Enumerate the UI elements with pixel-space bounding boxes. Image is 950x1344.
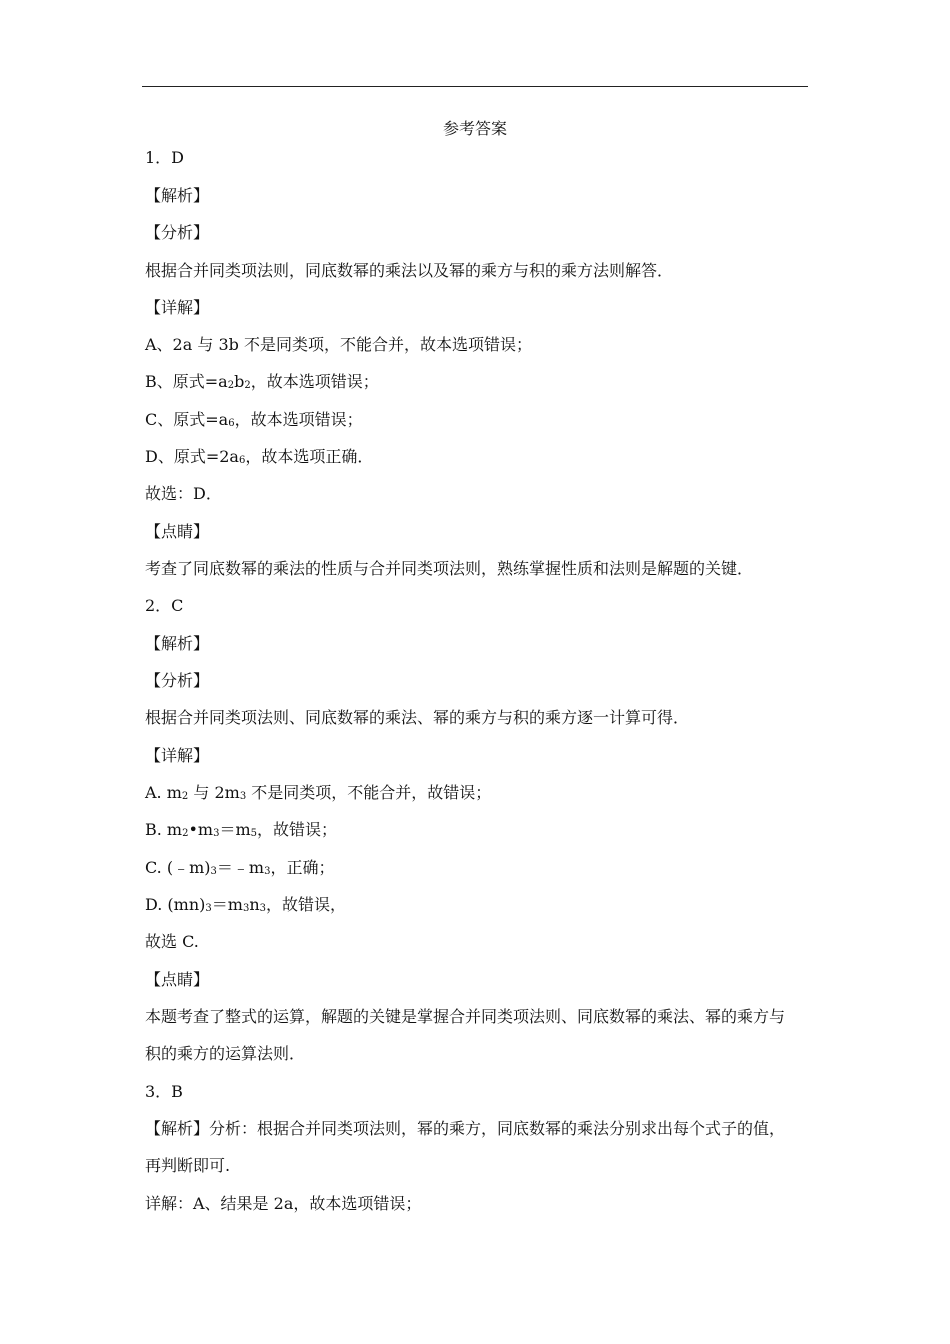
- subscript: 3: [259, 903, 267, 914]
- q2-dianjing-text-1: 本题考查了整式的运算，解题的关键是掌握合并同类项法则、同底数幂的乘法、幂的乘方与: [145, 1007, 786, 1026]
- text: B. m: [145, 820, 183, 839]
- q2-xiangjie-heading: 【详解】: [145, 746, 210, 765]
- q2-answer: 2．C: [145, 596, 184, 615]
- text: B、原式=a: [145, 372, 228, 391]
- subscript: 3: [213, 828, 220, 839]
- page-title: 参考答案: [442, 119, 507, 138]
- subscript: 2: [182, 828, 189, 839]
- text: 不是同类项，不能合并，故错误；: [246, 783, 492, 802]
- q2-fenxi-text: 根据合并同类项法则、同底数幂的乘法、幂的乘方与积的乘方逐一计算可得．: [145, 708, 690, 727]
- q1-answer: 1．D: [145, 148, 185, 167]
- subscript: 5: [250, 828, 258, 839]
- q1-option-a: A、2a 与 3b 不是同类项，不能合并，故本选项错误；: [145, 335, 532, 354]
- subscript: 3: [205, 903, 212, 914]
- text: b: [234, 372, 245, 391]
- text: ，故错误；: [257, 820, 338, 839]
- q1-dianjing-heading: 【点睛】: [145, 522, 210, 541]
- q2-choice: 故选 C.: [145, 932, 199, 951]
- text: n: [249, 895, 260, 914]
- q1-dianjing-text: 考查了同底数幂的乘法的性质与合并同类项法则，熟练掌握性质和法则是解题的关键．: [145, 559, 754, 578]
- q1-fenxi-heading: 【分析】: [145, 223, 210, 242]
- text: ，故错误，: [266, 895, 347, 914]
- text: •m: [188, 820, 214, 839]
- q1-fenxi-text: 根据合并同类项法则，同底数幂的乘法以及幂的乘方与积的乘方法则解答．: [145, 261, 674, 280]
- subscript: 2: [181, 791, 189, 802]
- text: C、原式=a: [145, 410, 229, 429]
- q2-jiexi-heading: 【解析】: [145, 634, 210, 653]
- text: C. (﹣m): [145, 858, 211, 877]
- text: 与 2m: [188, 783, 240, 802]
- q3-jiexi-text-2: 再判断即可.: [145, 1156, 231, 1175]
- text: ＝m: [219, 820, 251, 839]
- header-rule: [142, 86, 808, 87]
- q1-choice: 故选：D．: [145, 484, 222, 503]
- q2-fenxi-heading: 【分析】: [145, 671, 210, 690]
- q2-option-d: [145, 893, 810, 920]
- q3-detail: 详解：A、结果是 2a，故本选项错误；: [145, 1194, 422, 1213]
- subscript: 3: [242, 903, 250, 914]
- q2-option-b: [145, 818, 810, 845]
- q1-xiangjie-heading: 【详解】: [145, 298, 210, 317]
- subscript: 6: [238, 455, 246, 466]
- q2-option-c: [145, 856, 810, 883]
- text: ，故本选项错误；: [250, 372, 379, 391]
- text: ，正确；: [270, 858, 335, 877]
- q3-answer: 3．B: [145, 1082, 183, 1101]
- subscript: 3: [264, 866, 271, 877]
- subscript: 2: [244, 380, 251, 391]
- q1-option-c: [145, 408, 810, 435]
- text: D. (mn): [145, 895, 206, 914]
- q1-option-d: [145, 445, 810, 472]
- text: A. m: [145, 783, 182, 802]
- subscript: 3: [210, 866, 217, 877]
- text: ＝﹣m: [216, 858, 265, 877]
- text: ，故本选项正确．: [245, 447, 374, 466]
- q1-jiexi-heading: 【解析】: [145, 186, 210, 205]
- text: D、原式=2a: [145, 447, 239, 466]
- text: ，故本选项错误；: [234, 410, 363, 429]
- q3-jiexi-text-1: 【解析】分析：根据合并同类项法则，幂的乘方，同底数幂的乘法分别求出每个式子的值，: [145, 1119, 786, 1138]
- subscript: 3: [239, 791, 247, 802]
- text: ＝m: [211, 895, 243, 914]
- subscript: 6: [228, 418, 235, 429]
- q2-option-a: [145, 781, 810, 808]
- q1-option-b: [145, 370, 810, 397]
- subscript: 2: [227, 380, 235, 391]
- q2-dianjing-text-2: 积的乘方的运算法则．: [145, 1044, 306, 1063]
- q2-dianjing-heading: 【点睛】: [145, 970, 210, 989]
